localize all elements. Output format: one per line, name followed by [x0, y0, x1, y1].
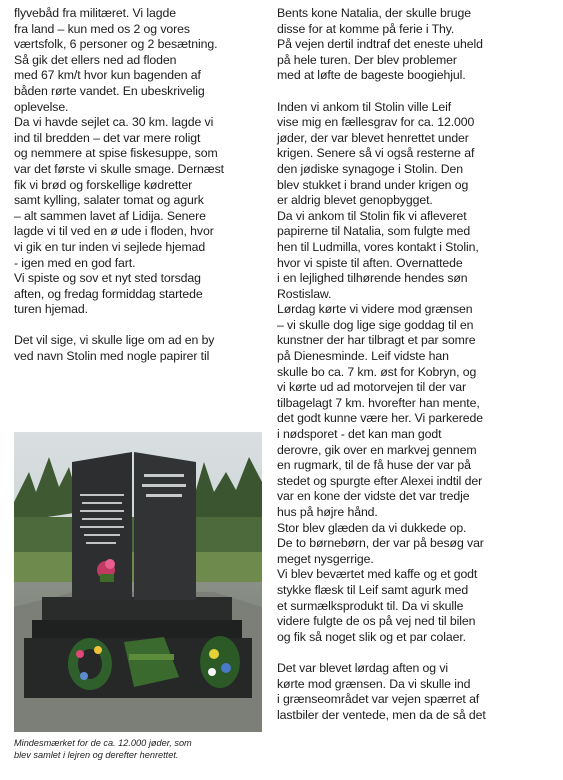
text-line: turen hjemad.	[14, 302, 88, 317]
text-line: vi gik en tur inden vi sejlede hjemad	[14, 239, 206, 254]
text-line: hvor vi spiste til aften. Overnattede	[277, 255, 463, 270]
text-line: tilbagelagt 7 km. hvorefter han mente,	[277, 395, 480, 410]
text-line: et surmælksprodukt til. Da vi skulle	[277, 598, 464, 613]
text-line: Vi blev beværtet med kaffe og et godt	[277, 567, 478, 582]
text-line: hus på højre hånd.	[277, 505, 378, 519]
text-line: skulle bo ca. 7 km. øst for Kobryn, og	[277, 364, 477, 379]
text-line: i nødsporet - det kan man godt	[277, 427, 442, 442]
text-line: fra land – kun med os 2 og vores	[14, 21, 190, 36]
memorial-photo	[14, 432, 262, 732]
text-line: Lørdag kørte vi videre mod grænsen	[277, 302, 473, 317]
text-line: en rugmark, til de få huse der var på	[277, 458, 471, 473]
text-line: med at løfte de bageste boogiehjul.	[277, 68, 466, 83]
text-line: På vejen dertil indtraf det eneste uheld	[277, 37, 483, 52]
text-line: – alt sammen lavet af Lidija. Senere	[14, 208, 206, 223]
text-line: Bents kone Natalia, der skulle bruge	[277, 6, 471, 20]
text-line: Da vi havde sejlet ca. 30 km. lagde vi	[14, 115, 214, 130]
text-line: på Dienesminde. Leif vidste han	[277, 349, 449, 364]
text-line: aften, og fredag formiddag startede	[14, 286, 203, 301]
text-line: vise mig en fællesgrav for ca. 12.000	[277, 115, 475, 130]
text-line: disse for at komme på ferie i Thy.	[277, 21, 455, 36]
paragraph-break	[14, 318, 259, 334]
text-line: lastbiler der ventede, men da de så det	[277, 707, 486, 722]
text-line: kørte mod grænsen. Da vi skulle ind	[277, 676, 471, 691]
text-line: ind til bredden – det var mere roligt	[14, 130, 201, 145]
text-line: på hele turen. Der blev problemer	[277, 52, 457, 67]
text-line: værtsfolk, 6 personer og 2 besætning.	[14, 37, 218, 52]
text-line: det godt kunne være her. Vi parkerede	[277, 411, 483, 426]
text-line: krigen. Senere så vi også resterne af	[277, 146, 475, 161]
right-text-column	[277, 6, 552, 723]
text-line: og fik så noget slik og et par colaer.	[277, 629, 466, 644]
text-line: vi kørte ud ad motorvejen til der var	[277, 380, 467, 395]
text-line: samt kylling, salater tomat og agurk	[14, 193, 204, 208]
text-line: oplevelse.	[14, 99, 69, 114]
text-line: kunstner der har tilbragt et par somre	[277, 333, 476, 348]
text-line: Rostislaw.	[277, 286, 332, 301]
text-line: var en kone der vidste det var tredje	[277, 489, 470, 504]
text-line: Så gik det ellers ned ad floden	[14, 52, 177, 67]
text-line: videre fulgte de os på vej ned til bilen	[277, 614, 476, 629]
text-line: med 67 km/t hvor kun bagenden af	[14, 68, 201, 83]
text-line: flyvebåd fra militæret. Vi lagde	[14, 6, 176, 20]
caption-line: blev samlet i lejren og derefter henrettet.	[14, 750, 179, 761]
text-line: Det vil sige, vi skulle lige om ad en by	[14, 333, 215, 348]
text-line: ved navn Stolin med nogle papirer til	[14, 349, 210, 364]
text-line: i en lejlighed tilhørende hendes søn	[277, 271, 468, 286]
text-line: var det første vi skulle smage. Dernæst	[14, 161, 224, 176]
text-line: stykke flæsk til Leif samt agurk med	[277, 582, 469, 597]
text-line: papirerne til Natalia, som fulgte med	[277, 224, 471, 239]
text-line: Da vi ankom til Stolin fik vi afleveret	[277, 208, 467, 223]
caption-line: Mindesmærket for de ca. 12.000 jøder, som	[14, 738, 192, 748]
text-line: Det var blevet lørdag aften og vi	[277, 660, 448, 675]
text-line: blev stukket i brand under krigen og	[277, 177, 469, 192]
paragraph-break	[277, 645, 552, 661]
left-text-column	[14, 6, 259, 365]
text-line: båden rørte vandet. En ubeskrivelig	[14, 83, 205, 98]
paragraph-break	[277, 84, 552, 100]
text-line: Inden vi ankom til Stolin ville Leif	[277, 99, 452, 114]
text-line: derovre, gik over en markvej gennem	[277, 442, 477, 457]
text-line: Stor blev glæden da vi dukkede op.	[277, 520, 467, 535]
text-line: og nemmere at spise fiskesuppe, som	[14, 146, 218, 161]
text-line: er aldrig blevet genopbygget.	[277, 193, 433, 208]
text-line: Vi spiste og sov et nyt sted torsdag	[14, 271, 201, 286]
text-line: De to børnebørn, der var på besøg var	[277, 536, 484, 551]
text-line: stedet og spurgte efter Alexei indtil der	[277, 473, 483, 488]
text-line: lagde vi til ved en ø ude i floden, hvor	[14, 224, 214, 239]
text-line: hen til Ludmilla, vores kontakt i Stolin,	[277, 239, 479, 254]
text-line: – vi skulle dog lige sige goddag til en	[277, 317, 474, 332]
photo-caption	[14, 737, 264, 762]
text-line: - igen med en god fart.	[14, 255, 136, 270]
text-line: i grænseområdet var vejen spærret af	[277, 692, 480, 707]
text-line: den jødiske synagoge i Stolin. Den	[277, 161, 463, 176]
text-line: meget nysgerrige.	[277, 551, 374, 566]
text-line: fik vi brød og forskellige kødretter	[14, 177, 193, 192]
text-line: jøder, der var blevet henrettet under	[277, 130, 469, 145]
